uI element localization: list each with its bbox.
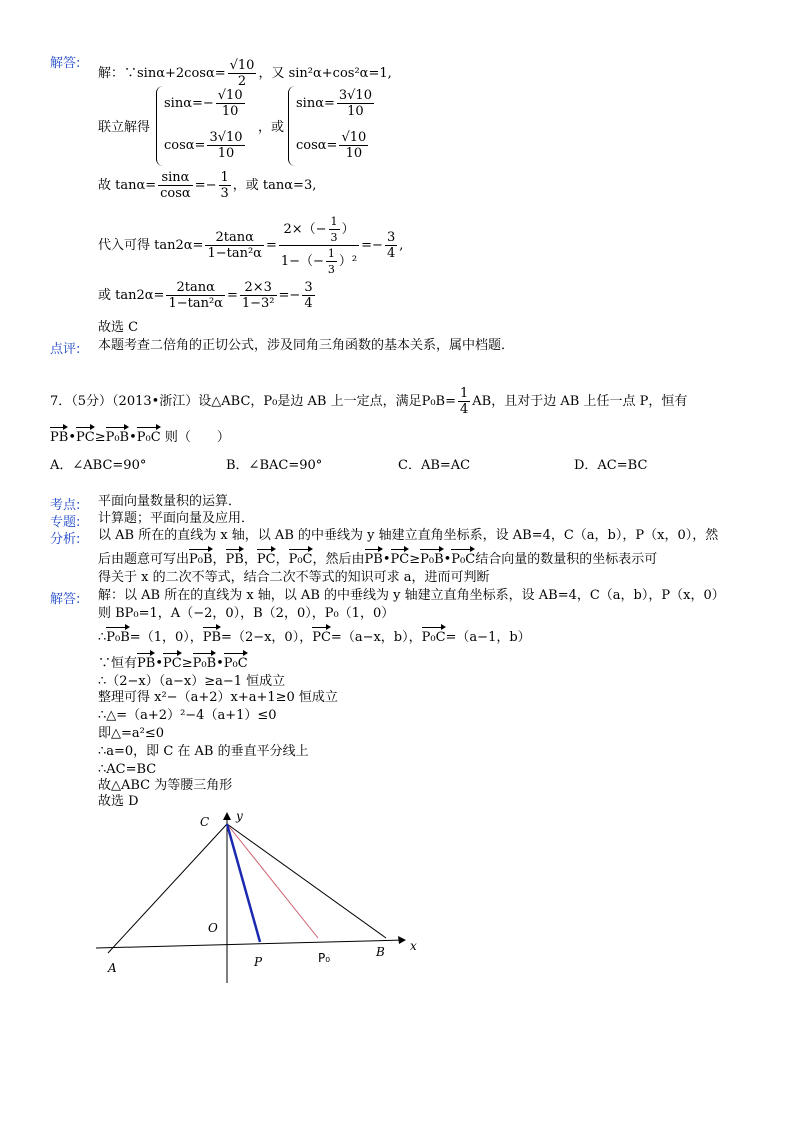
label-o: O [208, 921, 218, 935]
solution-step-4: ∵恒有PB•PC≥P₀B•P₀C [98, 652, 248, 672]
solution-line-1: 解：∵sinα+2cosα= $\frac{√10}{2}$ ，又 sin²α+cos²α=1, [98, 58, 392, 89]
system-brace-1 [156, 86, 163, 166]
label-point: 考点: [50, 498, 81, 513]
label-c: C [200, 815, 210, 829]
option-a: A．∠ABC=90° [50, 458, 147, 473]
system-2-cos: cosα= $\frac{√10}{10}$ [296, 130, 367, 161]
solution-step-11: 故△ABC 为等腰三角形 [98, 778, 233, 793]
option-c: C．AB=AC [398, 458, 471, 473]
label-solution: 解答: [50, 592, 81, 607]
y-axis-arrow [223, 812, 231, 820]
label-comment: 点评: [50, 342, 81, 357]
analysis-line-3: 得关于 x 的二次不等式，结合二次不等式的知识可求 a，进而可判断 [98, 570, 490, 585]
geometry-figure [90, 808, 430, 988]
label-topic: 专题: [50, 515, 81, 530]
fraction: $\frac{√10}{2}$ [229, 58, 255, 89]
solution-step-10: ∴AC=BC [98, 762, 157, 777]
solution-step-7: ∴△=（a+2）²−4（a+1）≤0 [98, 708, 277, 723]
q7-stem: 7．（5分）（2013•浙江）设△ABC，P₀是边 AB 上一定点，满足P₀B= $\frac{1}{4}$ AB，且对于边 AB 上任一点 P，恒有 [50, 386, 688, 417]
option-d: D．AC=BC [574, 458, 648, 473]
joint-label: 联立解得 [98, 120, 151, 135]
solution-step-12: 故选 D [98, 794, 139, 809]
label-y: y [236, 809, 243, 823]
label-solution-prev: 解答: [50, 56, 81, 71]
system-1-sin: sinα=− $\frac{√10}{10}$ [164, 88, 243, 119]
substitute-line: 代入可得 tan2α= $\frac{2\tan\alpha}{\text{1−tan²α}}$ = 2×（− $\frac{1}{3}$ ） 1−（− $\frac{1}{3}$ ）² =− $\frac{3}{4}$ , [98, 215, 404, 276]
or-tan-line: 或 tan2α= $\frac{2\tan\alpha}{\text{1−tan²α}}$ = $\frac{2\times 3}{\text{1−3²}}$ =− $\frac{3}{4}$ [98, 280, 313, 311]
analysis-line-1: 以 AB 所在的直线为 x 轴，以 AB 的中垂线为 y 轴建立直角坐标系，设 AB=4，C（a，b），P（x，0），然 [98, 528, 719, 543]
label-a: A [108, 961, 117, 975]
segment-cp0 [227, 824, 318, 938]
system-1-cos: cosα= $\frac{3√10}{10}$ [164, 130, 243, 161]
solution-step-8: 即△=a²≤0 [98, 726, 165, 741]
tan-line: 故 tanα= $\frac{\sin\alpha}{\cos\alpha}$ =− $\frac{1}{3}$ ，或 tanα=3, [98, 170, 317, 201]
or-text: ，或 [258, 120, 285, 135]
system-brace-2 [288, 86, 295, 166]
x-axis [96, 940, 404, 948]
q7-inequality: PB•PC≥P₀B•P₀C 则（ ） [50, 426, 230, 446]
solution-step-1: 解：以 AB 所在的直线为 x 轴，以 AB 的中垂线为 y 轴建立直角坐标系，设 AB=4，C（a，b），P（x，0） [98, 588, 725, 603]
label-p0: P₀ [318, 951, 331, 965]
solution-step-6: 整理可得 x²−（a+2）x+a+1≥0 恒成立 [98, 690, 338, 705]
option-b: B．∠BAC=90° [226, 458, 323, 473]
point-text: 平面向量数量积的运算． [98, 494, 242, 509]
comment-text: 本题考查二倍角的正切公式，涉及同角三角函数的基本关系，属中档题． [98, 338, 515, 353]
system-2-sin: sinα= $\frac{3√10}{10}$ [296, 88, 372, 119]
topic-text: 计算题；平面向量及应用． [98, 511, 255, 526]
label-p: P [254, 955, 263, 969]
x-axis-arrow [398, 936, 406, 944]
analysis-line-2: 后由题意可写出P₀B，PB，PC，P₀C，然后由PB•PC≥P₀B•P₀C结合向量的数量积的坐标表示可 [98, 548, 657, 568]
label-b: B [376, 945, 385, 959]
segment-cp [227, 824, 260, 942]
choose-c: 故选 C [98, 320, 139, 335]
label-x: x [410, 939, 417, 953]
solution-step-3: ∴P₀B=（1，0），PB=（2−x，0），PC=（a−x，b），P₀C=（a−1，b） [98, 626, 531, 646]
solution-step-2: 则 BP₀=1，A（−2，0），B（2，0），P₀（1，0） [98, 606, 395, 621]
solution-step-5: ∴（2−x）（a−x）≥a−1 恒成立 [98, 674, 286, 689]
segment-cb [227, 824, 386, 938]
label-analysis: 分析: [50, 532, 81, 547]
solution-step-9: ∴a=0，即 C 在 AB 的垂直平分线上 [98, 744, 309, 759]
